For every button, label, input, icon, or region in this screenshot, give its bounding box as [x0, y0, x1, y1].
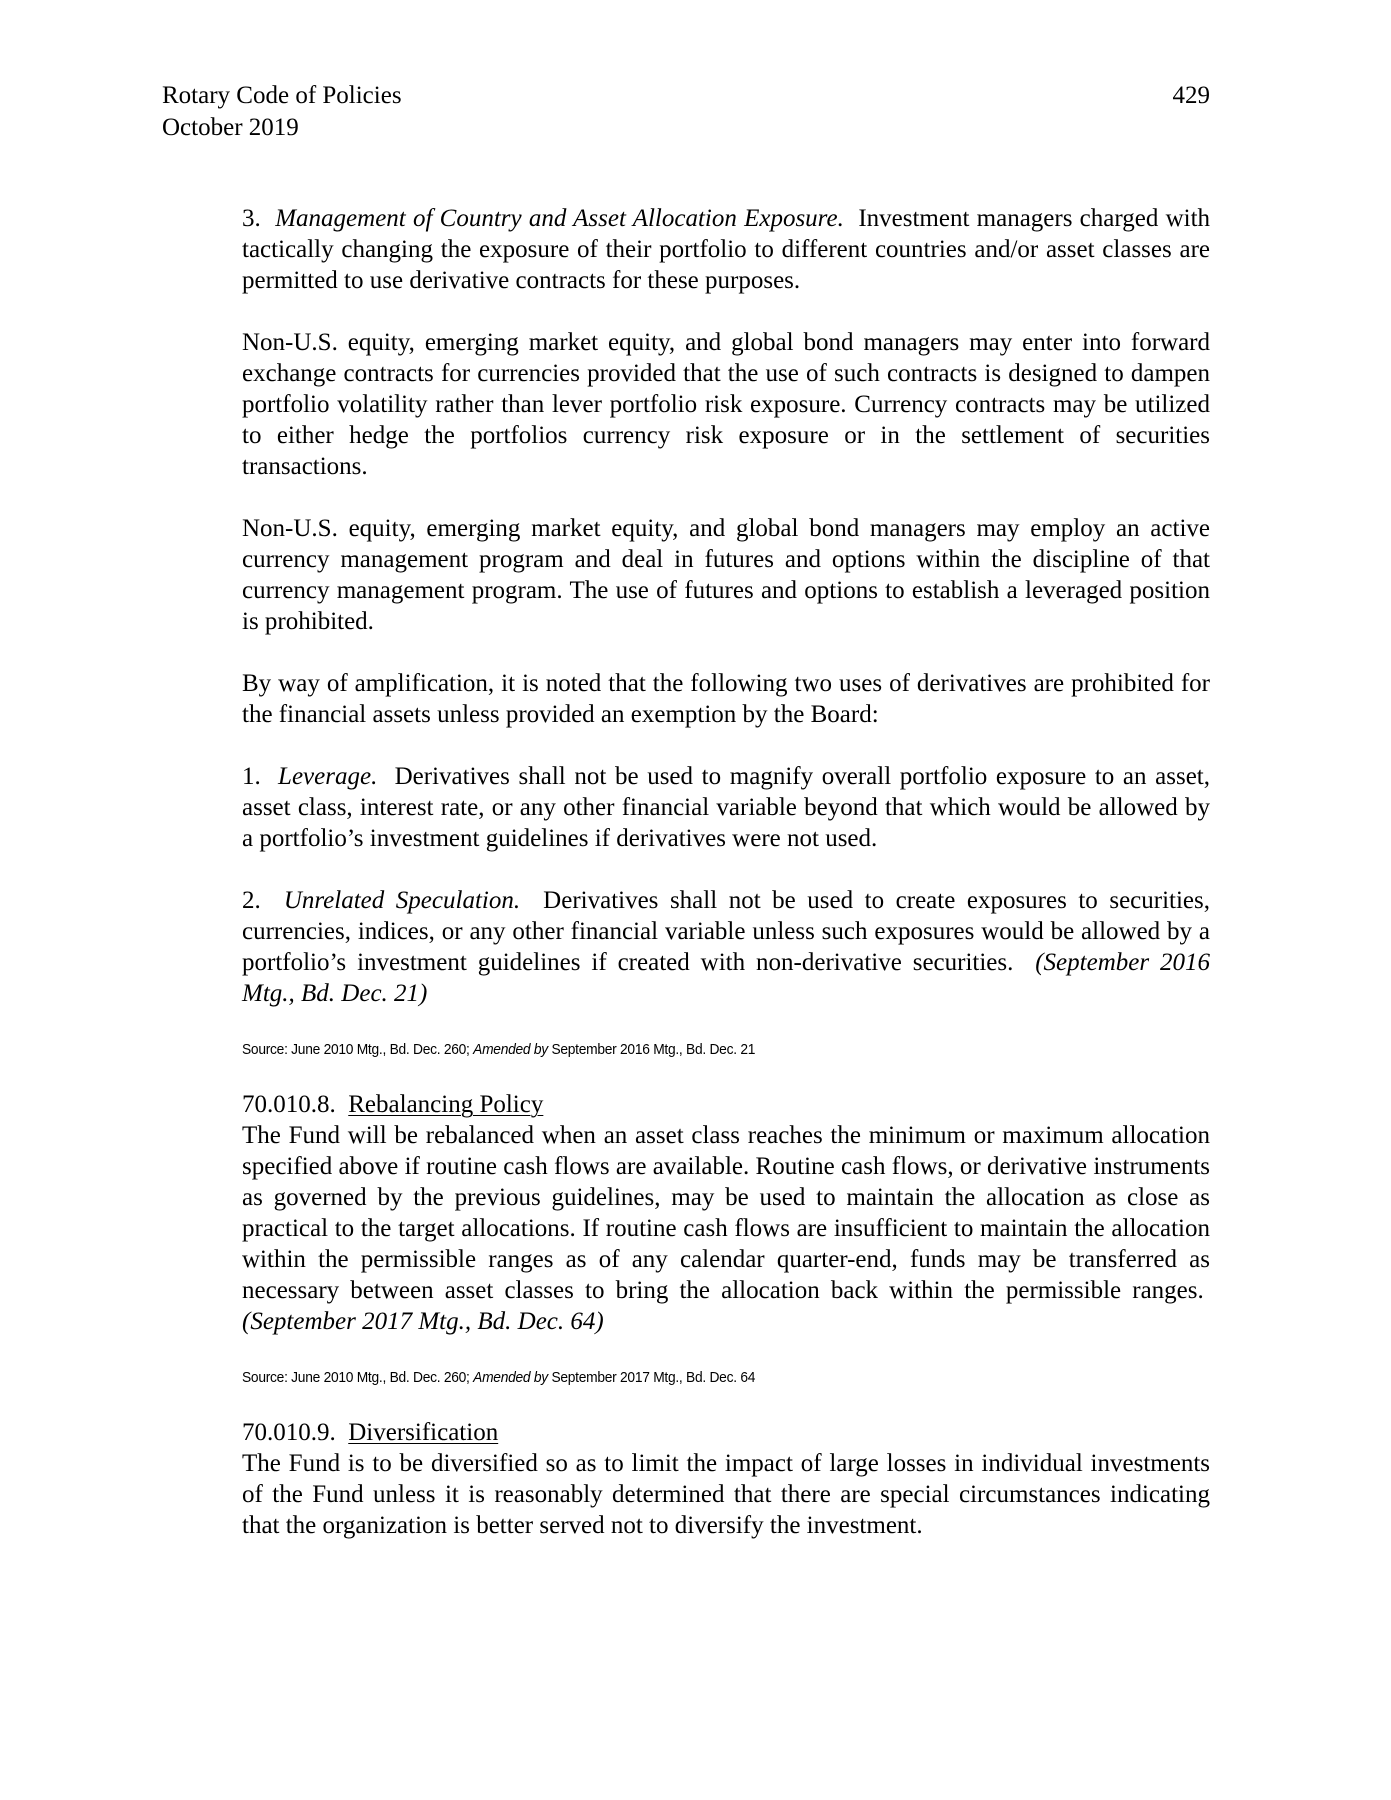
- source-suffix: September 2017 Mtg., Bd. Dec. 64: [547, 1369, 756, 1386]
- source-suffix: September 2016 Mtg., Bd. Dec. 21: [547, 1041, 756, 1058]
- item-number: 3.: [242, 205, 261, 232]
- section-heading-rebalancing: [242, 1089, 1210, 1120]
- source-prefix: Source: June 2010 Mtg., Bd. Dec. 260;: [242, 1041, 474, 1058]
- paragraph-leverage: [242, 761, 1210, 854]
- item-text: Derivatives shall not be used to magnify overall portfolio exposure to an asset, asset class, interest rate, or any other financial variable beyond that which would be allowed by a portfolio’s investment guidelines if derivatives were not used.: [242, 763, 1211, 852]
- section-text: The Fund will be rebalanced when an asset class reaches the minimum or maximum allocation specified above if routine cash flows are available. Routine cash flows, or derivative instruments as governed by the previous guidelines, may be used to maintain the allocation as close as practical to the target allocations. If routine cash flows are insufficient to maintain the allocation within the permissible ranges as of any calendar quarter-end, funds may be transferred as necessary between asset classes to bring the allocation back within the permissible ranges.: [242, 1122, 1210, 1304]
- paragraph-unrelated-speculation: [242, 885, 1210, 1009]
- paragraph-diversification: The Fund is to be diversified so as to limit the impact of large losses in individual investments of the Fund unless it is reasonably determined that there are special circumstances indicating that the organization is better served not to diversify the investment.: [242, 1450, 1210, 1539]
- source-amended: Amended by: [473, 1369, 548, 1386]
- paragraph-country-allocation: [242, 203, 1210, 296]
- item-title: Management of Country and Asset Allocation Exposure.: [275, 205, 844, 232]
- section-number: 70.010.9.: [242, 1419, 336, 1446]
- paragraph-currency-management: Non-U.S. equity, emerging market equity, and global bond managers may employ an active currency management program and deal in futures and options within the discipline of that currency management program. The use of futures and options to establish a leveraged position is prohibited.: [242, 515, 1210, 635]
- document-title: Rotary Code of Policies: [162, 82, 402, 109]
- paragraph-rebalancing: [242, 1120, 1210, 1337]
- source-note: [242, 1040, 1133, 1060]
- section-heading-diversification: [242, 1417, 1210, 1448]
- item-text: Investment managers charged with tactically changing the exposure of their portfolio to different countries and/or asset classes are permitted to use derivative contracts for these purposes.: [242, 205, 1211, 294]
- page-number: 429: [1172, 82, 1210, 109]
- page-header: [162, 80, 1210, 144]
- source-note: [242, 1368, 1133, 1388]
- document-date: October 2019: [162, 114, 299, 141]
- citation: (September 2016 Mtg., Bd. Dec. 21): [242, 949, 1210, 1007]
- paragraph-forward-exchange: Non-U.S. equity, emerging market equity, and global bond managers may enter into forward exchange contracts for currencies provided that the use of such contracts is designed to dampen portfolio volatility rather than lever portfolio risk exposure. Currency contracts may be utilized to either hedge the portfolios currency risk exposure or in the settlement of securities transactions.: [242, 329, 1210, 480]
- section-title: Rebalancing Policy: [348, 1091, 544, 1118]
- page-content: [242, 203, 1210, 1541]
- item-title: Leverage.: [278, 763, 378, 790]
- source-amended: Amended by: [473, 1041, 548, 1058]
- citation: (September 2017 Mtg., Bd. Dec. 64): [242, 1308, 604, 1335]
- item-text: Derivatives shall not be used to create exposures to securities, currencies, indices, or any other financial variable unless such exposures would be allowed by a portfolio’s investment guidelines if created with non-derivative securities.: [242, 887, 1210, 976]
- paragraph-amplification: By way of amplification, it is noted that the following two uses of derivatives are prohibited for the financial assets unless provided an exemption by the Board:: [242, 670, 1210, 728]
- section-title: Diversification: [348, 1419, 499, 1446]
- item-number: 2.: [242, 887, 261, 914]
- section-number: 70.010.8.: [242, 1091, 336, 1118]
- item-title: Unrelated Speculation.: [283, 887, 521, 914]
- item-number: 1.: [242, 763, 261, 790]
- source-prefix: Source: June 2010 Mtg., Bd. Dec. 260;: [242, 1369, 474, 1386]
